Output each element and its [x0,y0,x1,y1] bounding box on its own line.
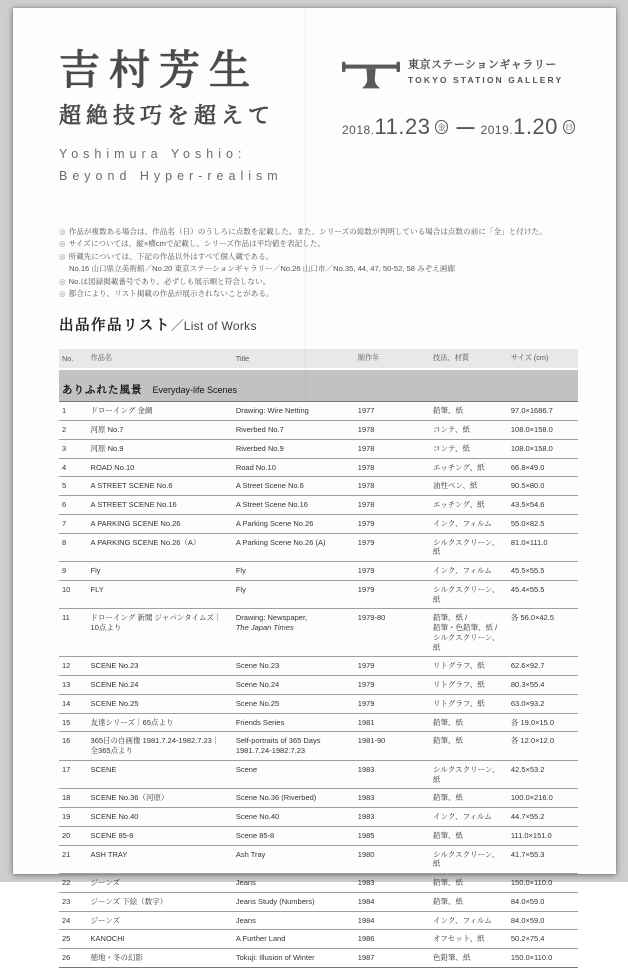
cell-title: Jeans [233,911,355,930]
cell-name: ドローイング 金網 [88,402,233,421]
date-range-dash: — [456,116,475,137]
note-bullet-icon: ◎ [59,276,66,286]
table-row [59,760,578,789]
cell-title: A Parking Scene No.26 (A) [233,533,355,562]
cell-title: Ash Tray [233,845,355,874]
cell-medium: シルクスクリーン、紙 [430,760,508,789]
cell-medium: 鉛筆、紙 [430,713,508,732]
end-weekday-badge: 日 [563,120,575,134]
section-row-everyday-life-scenes [59,369,578,402]
cell-name: ジーンズ 下絵（数字） [88,892,233,911]
cell-title: Fly [233,580,355,609]
cell-year: 1987 [355,949,430,968]
cell-size: 81.0×111.0 [508,533,578,562]
cell-name: A PARKING SCENE No.26（A） [88,533,233,562]
cell-no: 13 [59,676,88,695]
table-row [59,562,578,581]
cell-name: 365日の自画像 1981.7.24-1982.7.23｜ 全365点より [88,732,233,761]
table-row [59,477,578,496]
works-table-body [59,402,578,968]
cell-name: FLY [88,580,233,609]
cell-size: 108.0×158.0 [508,421,578,440]
cell-title: Friends Series [233,713,355,732]
cell-no: 18 [59,789,88,808]
cell-name: ジーンズ [88,911,233,930]
cell-medium: エッチング、紙 [430,496,508,515]
table-row [59,845,578,874]
table-row [59,808,578,827]
cell-year: 1981 [355,713,430,732]
column-header-year: 制作年 [355,349,430,369]
cell-medium: エッチング、紙 [430,458,508,477]
list-heading-separator: ／ [170,317,184,333]
cell-name: ジーンズ [88,874,233,893]
cell-no: 22 [59,874,88,893]
cell-year: 1978 [355,439,430,458]
cell-title: Tokuji: Illusion of Winter [233,949,355,968]
cell-title: A Street Scene No.16 [233,496,355,515]
cell-year: 1979 [355,580,430,609]
cell-medium: コンテ、紙 [430,439,508,458]
artist-name-en: Yoshimura Yoshio: [59,147,247,162]
cell-no: 24 [59,911,88,930]
cell-name: Fly [88,562,233,581]
cell-name: 河原 No.7 [88,421,233,440]
cell-medium: シルクスクリーン、紙 [430,845,508,874]
cell-year: 1983 [355,789,430,808]
cell-size: 45.5×55.5 [508,562,578,581]
start-year: 2018. [342,123,375,137]
cell-year: 1978 [355,458,430,477]
cell-name: SCENE No.36（河原） [88,789,233,808]
cell-year: 1983 [355,874,430,893]
cell-size: 55.0×82.5 [508,514,578,533]
exhibition-subtitle-en: Beyond Hyper-realism [59,168,283,183]
table-row [59,949,578,968]
table-row [59,580,578,609]
cell-name: KANOCHI [88,930,233,949]
cell-title: Riverbed No.7 [233,421,355,440]
cell-medium: リトグラフ、紙 [430,657,508,676]
cell-medium: インク、フィルム [430,514,508,533]
cell-size: 42.5×53.2 [508,760,578,789]
cell-title: Drawing: Wire Netting [233,402,355,421]
cell-year: 1983 [355,808,430,827]
cell-year: 1983 [355,760,430,789]
list-heading-en: List of Works [183,318,257,333]
table-row [59,533,578,562]
cell-no: 12 [59,657,88,676]
note-bullet-icon: ◎ [59,289,66,299]
table-row [59,892,578,911]
cell-year: 1984 [355,892,430,911]
cell-year: 1978 [355,421,430,440]
gallery-name [408,56,563,85]
column-header-name-ja: 作品名 [88,349,233,369]
column-header-medium: 技法、材質 [430,349,508,369]
cell-year: 1979 [355,533,430,562]
scan-fold-line [305,8,306,400]
cell-size: 各 19.0×15.0 [508,713,578,732]
cell-name: ドローイング 新聞 ジャパンタイムズ｜ 10点より [88,609,233,657]
cell-no: 26 [59,949,88,968]
cell-size: 62.6×92.7 [508,657,578,676]
table-row [59,826,578,845]
table-row [59,713,578,732]
column-header-title-en: Title [233,349,355,369]
cell-no: 2 [59,421,88,440]
cell-name: SCENE No.40 [88,808,233,827]
cell-name: A PARKING SCENE No.26 [88,514,233,533]
cell-size: 44.7×55.2 [508,808,578,827]
table-row [59,458,578,477]
table-row [59,874,578,893]
cell-title: Jeans Study (Numbers) [233,892,355,911]
cell-name: 友達シリーズ｜65点より [88,713,233,732]
cell-year: 1978 [355,496,430,515]
cell-year: 1979 [355,562,430,581]
cell-size: 100.0×216.0 [508,789,578,808]
note-text: サイズについては、縦×横cmで記載し、シリーズ作品は平均値を表記した。 [68,239,326,249]
cell-title: Self-portraits of 365 Days 1981.7.24-1982.7.23 [233,732,355,761]
cell-name: 河原 No.9 [88,439,233,458]
cell-size: 66.8×49.0 [508,458,578,477]
column-header-size: サイズ (cm) [508,349,578,369]
table-row [59,421,578,440]
cell-title: Scene No.24 [233,676,355,695]
cell-year: 1977 [355,402,430,421]
exhibition-dates [342,114,578,140]
table-row [59,609,578,657]
cell-title: A Parking Scene No.26 [233,514,355,533]
cell-no: 5 [59,477,88,496]
section-title-en: Everyday-life Scenes [152,384,238,395]
cell-title: Scene [233,760,355,789]
table-row [59,732,578,761]
works-table-header [59,349,578,369]
cell-year: 1981-90 [355,732,430,761]
cell-medium: 鉛筆、紙 [430,402,508,421]
cell-year: 1979 [355,514,430,533]
note-line [59,288,578,301]
cell-medium: インク、フィルム [430,911,508,930]
cell-size: 84.0×59.0 [508,892,578,911]
cell-medium: 鉛筆、紙 [430,892,508,911]
cell-no: 21 [59,845,88,874]
cell-size: 45.4×55.5 [508,580,578,609]
gallery-lockup [342,56,578,92]
cell-medium: コンテ、紙 [430,421,508,440]
cell-no: 7 [59,514,88,533]
exhibition-title-block [59,48,283,188]
cell-no: 19 [59,808,88,827]
cell-year: 1980 [355,845,430,874]
cell-name: SCENE [88,760,233,789]
cell-size: 108.0×158.0 [508,439,578,458]
cell-name: 徳地・冬の幻影 [88,949,233,968]
table-row [59,439,578,458]
cell-medium: 鉛筆、紙 [430,874,508,893]
cell-name: A STREET SCENE No.16 [88,496,233,515]
cell-medium: 鉛筆、紙 / 鉛筆・色鉛筆、紙 / シルクスクリーン、紙 [430,609,508,657]
gallery-name-en: TOKYO STATION GALLERY [408,75,564,85]
note-bullet-icon: ◎ [59,226,66,236]
cell-medium: 鉛筆、紙 [430,789,508,808]
table-row [59,789,578,808]
cell-size: 63.0×93.2 [508,694,578,713]
cell-title: Road No.10 [233,458,355,477]
cell-year: 1979 [355,676,430,695]
cell-size: 97.0×1686.7 [508,402,578,421]
works-table [59,349,578,968]
cell-name: A STREET SCENE No.6 [88,477,233,496]
cell-year: 1986 [355,930,430,949]
cell-medium: リトグラフ、紙 [430,676,508,695]
cell-name: SCENE No.25 [88,694,233,713]
note-bullet-icon: ◎ [59,251,66,261]
cell-no: 16 [59,732,88,761]
cell-year: 1978 [355,477,430,496]
note-line [59,238,578,251]
note-line [59,276,578,289]
end-year: 2019. [480,123,514,137]
section-title-ja: ありふれた風景 [62,383,143,396]
gallery-block [342,48,578,188]
cell-title: Scene No.23 [233,657,355,676]
cell-medium: 鉛筆、紙 [430,826,508,845]
cell-size: 150.0×110.0 [508,949,578,968]
cell-year: 1984 [355,911,430,930]
cell-size: 80.3×55.4 [508,676,578,695]
table-row [59,402,578,421]
cell-no: 1 [59,402,88,421]
cell-size: 各 12.0×12.0 [508,732,578,761]
cell-title: Scene No.40 [233,808,355,827]
cell-name: SCENE 85-8 [88,826,233,845]
cell-title: Riverbed No.9 [233,439,355,458]
cell-size: 43.5×54.6 [508,496,578,515]
cell-size: 各 56.0×42.5 [508,609,578,657]
note-text: No.16 山口県立美術館／No.20 東京ステーションギャラリー／No.26 山口市／No.35, 44, 47, 50-52, 58 みぞえ画廊 [69,264,456,274]
start-weekday-badge: 金 [435,120,447,134]
cell-size: 90.5×80.0 [508,477,578,496]
note-line [59,251,578,264]
note-bullet-icon: ◎ [59,239,66,249]
cell-medium: リトグラフ、紙 [430,694,508,713]
cell-size: 41.7×55.3 [508,845,578,874]
start-month-day: 11.23 [374,114,431,139]
cell-title: A Street Scene No.6 [233,477,355,496]
cell-medium: シルクスクリーン、紙 [430,580,508,609]
document-page [13,8,616,963]
cell-size: 84.0×59.0 [508,911,578,930]
cell-no: 6 [59,496,88,515]
tokyo-station-gallery-logo-icon [342,58,400,92]
column-header-no: No. [59,349,88,369]
exhibition-subtitle-ja: 超絶技巧を超えて [59,103,276,129]
list-heading-ja: 出品作品リスト [59,317,171,334]
note-line [59,226,578,239]
cell-no: 8 [59,533,88,562]
cell-medium: インク、フィルム [430,562,508,581]
note-text: 所蔵先については、下記の作品以外はすべて個人蔵である。 [68,251,274,261]
cell-size: 50.2×75.4 [508,930,578,949]
cell-size: 111.0×151.0 [508,826,578,845]
cell-no: 4 [59,458,88,477]
artist-name-ja: 吉村芳生 [59,47,259,93]
cell-no: 9 [59,562,88,581]
document-header [59,48,578,188]
cell-title: Scene 85-8 [233,826,355,845]
cell-medium: インク、フィルム [430,808,508,827]
note-text: No.は図録掲載番号であり、必ずしも展示順と符合しない。 [68,276,271,286]
cell-name: SCENE No.23 [88,657,233,676]
exhibition-title-en [59,144,283,188]
cell-no: 25 [59,930,88,949]
gallery-name-ja: 東京ステーションギャラリー [408,59,557,71]
cell-no: 17 [59,760,88,789]
table-row [59,930,578,949]
cell-medium: シルクスクリーン、紙 [430,533,508,562]
cell-size: 150.0×110.0 [508,874,578,893]
cell-no: 10 [59,580,88,609]
cell-title: Fly [233,562,355,581]
table-row [59,676,578,695]
notes-block [59,226,578,301]
cell-no: 20 [59,826,88,845]
end-month-day: 1.20 [513,114,558,139]
list-of-works-heading [59,314,578,335]
cell-year: 1985 [355,826,430,845]
cell-medium: 鉛筆、紙 [430,732,508,761]
cell-title: Scene No.25 [233,694,355,713]
cell-name: ROAD No.10 [88,458,233,477]
cell-no: 3 [59,439,88,458]
note-text: 作品が複数ある場合は、作品名（日）のうしろに点数を記載した。また、シリーズの総数が判明している場合は点数の前に「全」と付けた。 [68,226,547,236]
title-italic-line: The Japan Times [235,623,294,633]
cell-title: Scene No.36 (Riverbed) [233,789,355,808]
cell-no: 15 [59,713,88,732]
cell-year: 1979 [355,657,430,676]
cell-name: SCENE No.24 [88,676,233,695]
cell-no: 23 [59,892,88,911]
cell-year: 1979-80 [355,609,430,657]
table-row [59,694,578,713]
cell-no: 14 [59,694,88,713]
cell-medium: 色鉛筆、紙 [430,949,508,968]
table-row [59,657,578,676]
note-text: 都合により、リスト掲載の作品が展示されないことがある。 [68,289,274,299]
cell-medium: オフセット、紙 [430,930,508,949]
table-row [59,514,578,533]
cell-title: A Further Land [233,930,355,949]
cell-title: Drawing: Newspaper, The Japan Times [233,609,355,657]
note-line-continuation [59,263,578,276]
table-row [59,911,578,930]
cell-year: 1979 [355,694,430,713]
cell-title: Jeans [233,874,355,893]
cell-medium: 油性ペン、紙 [430,477,508,496]
cell-no: 11 [59,609,88,657]
cell-name: ASH TRAY [88,845,233,874]
table-row [59,496,578,515]
